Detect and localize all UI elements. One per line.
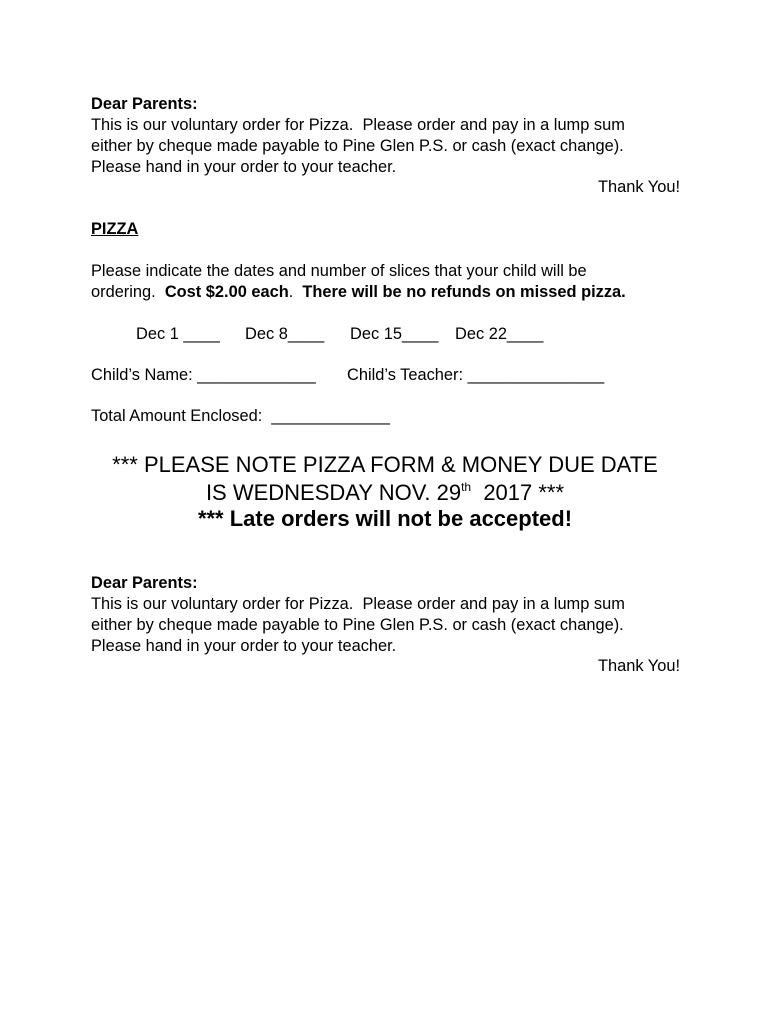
bottom-letter-line-1: This is our voluntary order for Pizza. Please order and pay in a lump sum xyxy=(91,595,625,613)
due-date-prefix: IS WEDNESDAY NOV. 29 xyxy=(205,480,462,505)
due-date-notice-line-2 xyxy=(0,479,770,506)
date-field-dec-15[interactable]: Dec 15____ xyxy=(350,325,439,343)
top-letter-line-2: either by cheque made payable to Pine Glen P.S. or cash (exact change). xyxy=(91,137,624,155)
child-teacher-field[interactable]: Child’s Teacher: _______________ xyxy=(347,366,605,384)
top-letter-line-1: This is our voluntary order for Pizza. Please order and pay in a lump sum xyxy=(91,116,625,134)
top-letter-line-3: Please hand in your order to your teacher. xyxy=(91,158,397,176)
due-date-ordinal: th xyxy=(461,480,472,494)
refund-text: There will be no refunds on missed pizza. xyxy=(302,283,626,301)
instructions-separator: . xyxy=(288,283,303,301)
date-field-dec-22[interactable]: Dec 22____ xyxy=(455,325,544,343)
top-sign-off: Thank You! xyxy=(597,178,680,196)
bottom-letter-line-2: either by cheque made payable to Pine Glen P.S. or cash (exact change). xyxy=(91,616,624,634)
cost-text: Cost $2.00 each xyxy=(164,283,289,301)
date-field-dec-1[interactable]: Dec 1 ____ xyxy=(136,325,220,343)
instructions-line-1: Please indicate the dates and number of slices that your child will be xyxy=(91,262,587,280)
due-date-suffix: 2017 *** xyxy=(471,480,565,505)
bottom-salutation: Dear Parents: xyxy=(91,574,198,592)
instructions-prefix: ordering. xyxy=(91,283,165,301)
child-name-field[interactable]: Child’s Name: _____________ xyxy=(91,366,316,384)
bottom-sign-off: Thank You! xyxy=(597,657,680,675)
pizza-heading: PIZZA xyxy=(91,220,139,238)
date-field-dec-8[interactable]: Dec 8____ xyxy=(245,325,325,343)
top-salutation: Dear Parents: xyxy=(91,95,198,113)
instructions-line-2 xyxy=(91,282,626,302)
bottom-letter-line-3: Please hand in your order to your teacher. xyxy=(91,637,397,655)
total-amount-field[interactable]: Total Amount Enclosed: _____________ xyxy=(91,407,390,425)
late-orders-warning: *** Late orders will not be accepted! xyxy=(197,506,573,531)
due-date-notice-line-1: *** PLEASE NOTE PIZZA FORM & MONEY DUE DATE xyxy=(112,452,658,477)
